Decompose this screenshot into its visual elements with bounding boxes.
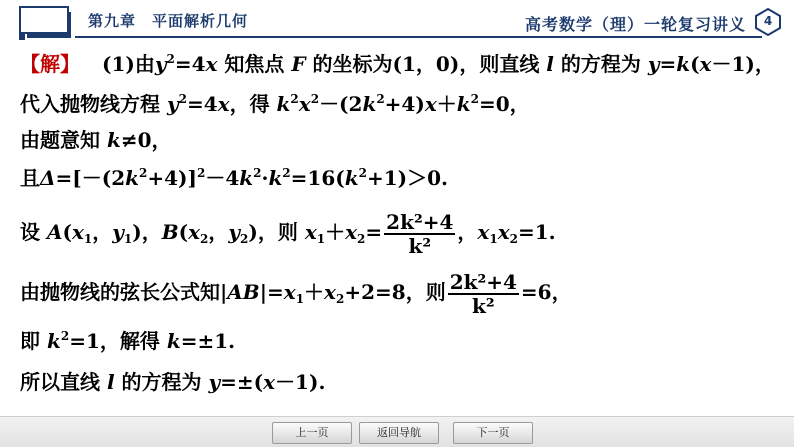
solution-tag: 【解】 — [20, 52, 80, 76]
solution-line-8: 所以直线 l 的方程为 y=±(x－1). — [20, 370, 326, 394]
solution-line-1: 【解】 (1)由$y^2=4x$ 知焦点 F 的坐标为(1，0)，则直线 l 的方程为 y=k(x－1)， — [20, 52, 775, 76]
prev-page-button[interactable]: 上一页 — [272, 422, 352, 444]
book-title: 高考数学（理）一轮复习讲义 — [524, 15, 746, 34]
chapter-title: 第九章 平面解析几何 — [88, 12, 249, 30]
solution-line-4: 且$\Delta=[-(2k^2+4)]^2-4k^2\cdot k^2=16(k^2+1)>0$. — [20, 166, 448, 190]
header-rule-marker — [19, 34, 25, 40]
nav-bar — [0, 416, 794, 447]
fraction-sum: $\frac{\text{2k²+4}}{\text{k²}}$ — [386, 209, 454, 258]
solution-line-6: 由抛物线的弦长公式知$|AB|=x_1+x_2+2=8$，则 $\frac{\text{2k²+4}}{\text{k²}}$ =6， — [20, 269, 572, 318]
fraction-chord: $\frac{\text{2k²+4}}{\text{k²}}$ — [449, 269, 517, 318]
back-to-nav-button[interactable]: 返回导航 — [359, 422, 439, 444]
next-page-button[interactable]: 下一页 — [453, 422, 533, 444]
solution-line-7: 即 $k^2=1$，解得 k=±1. — [20, 329, 236, 353]
solution-line-2: 代入抛物线方程 $y^2=4x$，得 $k^2x^2-(2k^2+4)x+k^2=0$， — [20, 92, 530, 116]
solution-line-3: 由题意知 k≠0， — [20, 128, 172, 152]
header-decor-frame — [19, 6, 69, 34]
page-number: 4 — [763, 14, 773, 28]
solution-line-5: 设 $A(x_1$，$y_1$)，$B(x_2$，$y_2$)，则 $x_1+x_2=$ $\frac{\text{2k²+4}}{\text{k²}}$ ，$x_1x_2=1$. — [20, 209, 556, 258]
header-rule — [75, 36, 762, 38]
